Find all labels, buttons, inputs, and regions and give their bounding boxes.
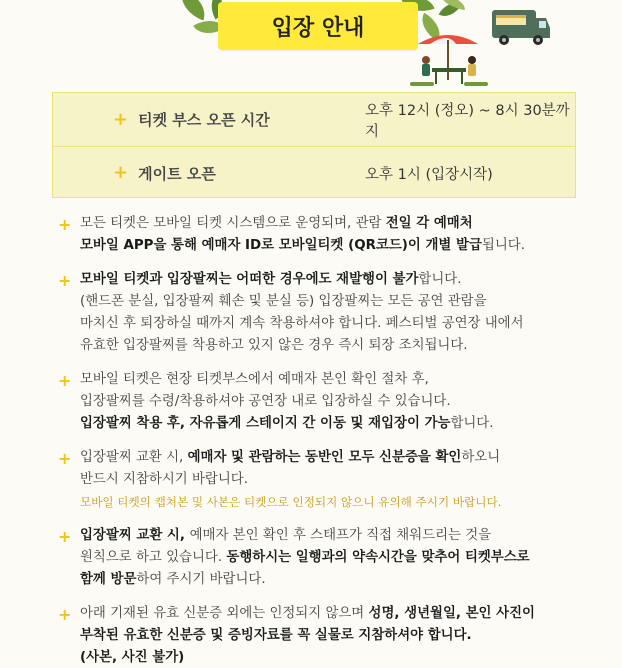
notice-text: 모든 티켓은 모바일 티켓 시스템으로 운영되며, 관람 xyxy=(80,216,386,231)
notice-text-bold: 입장팔찌 착용 후, 자유롭게 스테이지 간 이동 및 재입장이 가능 xyxy=(80,416,451,431)
notice-text: 입장팔찌를 수령/착용하셔야 공연장 내로 입장하실 수 있습니다. xyxy=(80,394,451,409)
notice-item xyxy=(58,369,598,435)
notice-text: 반드시 지참하시기 바랍니다. xyxy=(80,472,248,487)
notice-text: 하여 주시기 바랍니다. xyxy=(136,572,266,587)
notice-list xyxy=(58,213,598,668)
notice-text: 예매자 본인 확인 후 스태프가 직접 채워드리는 것을 xyxy=(189,528,492,543)
notice-text-bold: 예매자 및 관람하는 동반인 모두 신분증을 확인 xyxy=(187,450,462,465)
star-bullet-icon: + xyxy=(58,605,72,624)
notice-text-bold: (사본, 사진 불가) xyxy=(80,650,185,665)
food-truck-illustration xyxy=(486,4,552,48)
notice-item xyxy=(58,525,598,591)
notice-line xyxy=(80,413,598,435)
notice-line xyxy=(80,547,598,569)
notice-line xyxy=(80,603,598,625)
info-row-gate-open xyxy=(53,146,575,199)
notice-line xyxy=(80,235,598,257)
notice-text: (핸드폰 분실, 입장팔찌 훼손 및 분실 등) 입장팔찌는 모든 공연 관람을 xyxy=(80,294,487,309)
info-value-ticket-booth: 오후 12시 (정오) ~ 8시 30분까지 xyxy=(365,102,570,140)
info-row-ticket-booth xyxy=(53,93,575,146)
notice-text: 하오니 xyxy=(461,450,501,465)
notice-line xyxy=(80,291,598,313)
notice-text: 모바일 티켓은 현장 티켓부스에서 예매자 본인 확인 절차 후, xyxy=(80,372,429,387)
notice-item xyxy=(58,603,598,668)
page-title: 입장 안내 xyxy=(218,2,418,50)
notice-text: 입장팔찌 교환 시, xyxy=(80,450,188,465)
notice-text: 합니다. xyxy=(418,272,462,287)
notice-text-bold: 모바일 APP을 통해 예매자 ID로 모바일티켓 (QR코드)이 개별 발급 xyxy=(80,238,482,253)
notice-text-bold: 동행하시는 일행과의 약속시간을 맞추어 티켓부스로 xyxy=(226,550,530,565)
star-bullet-icon: + xyxy=(113,108,129,130)
info-label-gate-open xyxy=(113,163,216,184)
notice-item xyxy=(58,447,598,513)
notice-line xyxy=(80,647,598,668)
notice-line xyxy=(80,469,598,491)
info-label-text: 티켓 부스 오픈 시간 xyxy=(138,111,270,129)
info-box xyxy=(52,92,576,198)
notice-item xyxy=(58,213,598,257)
notice-warning-text: 모바일 티켓의 캡쳐본 및 사본은 티켓으로 인정되지 않으니 유의해 주시기 바랍니다. xyxy=(80,495,502,509)
notice-text: 됩니다. xyxy=(481,238,525,253)
notice-line xyxy=(80,391,598,413)
star-bullet-icon: + xyxy=(58,271,72,290)
notice-text: 원칙으로 하고 있습니다. xyxy=(80,550,227,565)
info-label-text: 게이트 오픈 xyxy=(138,164,216,183)
notice-line xyxy=(80,569,598,591)
notice-line xyxy=(80,447,598,469)
star-bullet-icon: + xyxy=(113,162,129,183)
notice-text-bold: 전일 각 예매처 xyxy=(385,216,473,231)
star-bullet-icon: + xyxy=(58,215,72,234)
notice-line xyxy=(80,213,598,235)
notice-text-bold: 모바일 티켓과 입장팔찌는 어떠한 경우에도 재발행이 불가 xyxy=(80,272,419,287)
star-bullet-icon: + xyxy=(58,371,72,390)
picnic-table-illustration xyxy=(408,30,490,88)
notice-line xyxy=(80,625,598,647)
info-value-gate-open: 오후 1시 (입장시작) xyxy=(365,166,493,183)
notice-line xyxy=(80,369,598,391)
notice-text-bold: 성명, 생년월일, 본인 사진이 xyxy=(368,606,535,621)
notice-line xyxy=(80,335,598,357)
info-label-ticket-booth xyxy=(113,109,270,130)
notice-text: 마치신 후 퇴장하실 때까지 계속 착용하셔야 합니다. 페스티벌 공연장 내에서 xyxy=(80,316,524,331)
notice-text-bold: 부착된 유효한 신분증 및 증빙자료를 꼭 실물로 지참하셔야 합니다. xyxy=(80,628,472,643)
notice-text: 유효한 입장팔찌를 착용하고 있지 않은 경우 즉시 퇴장 조치됩니다. xyxy=(80,338,468,353)
notice-text-bold: 함께 방문 xyxy=(80,572,137,587)
star-bullet-icon: + xyxy=(58,449,72,468)
header-decoration xyxy=(0,0,622,92)
notice-item xyxy=(58,269,598,357)
notice-line xyxy=(80,313,598,335)
notice-text: 아래 기재된 유효 신분증 외에는 인정되지 않으며 xyxy=(80,606,369,621)
leaf-decoration xyxy=(175,0,211,20)
notice-line xyxy=(80,269,598,291)
star-bullet-icon: + xyxy=(58,527,72,546)
notice-text: 합니다. xyxy=(450,416,494,431)
notice-line xyxy=(80,525,598,547)
notice-text-bold: 입장팔찌 교환 시, xyxy=(80,528,190,543)
